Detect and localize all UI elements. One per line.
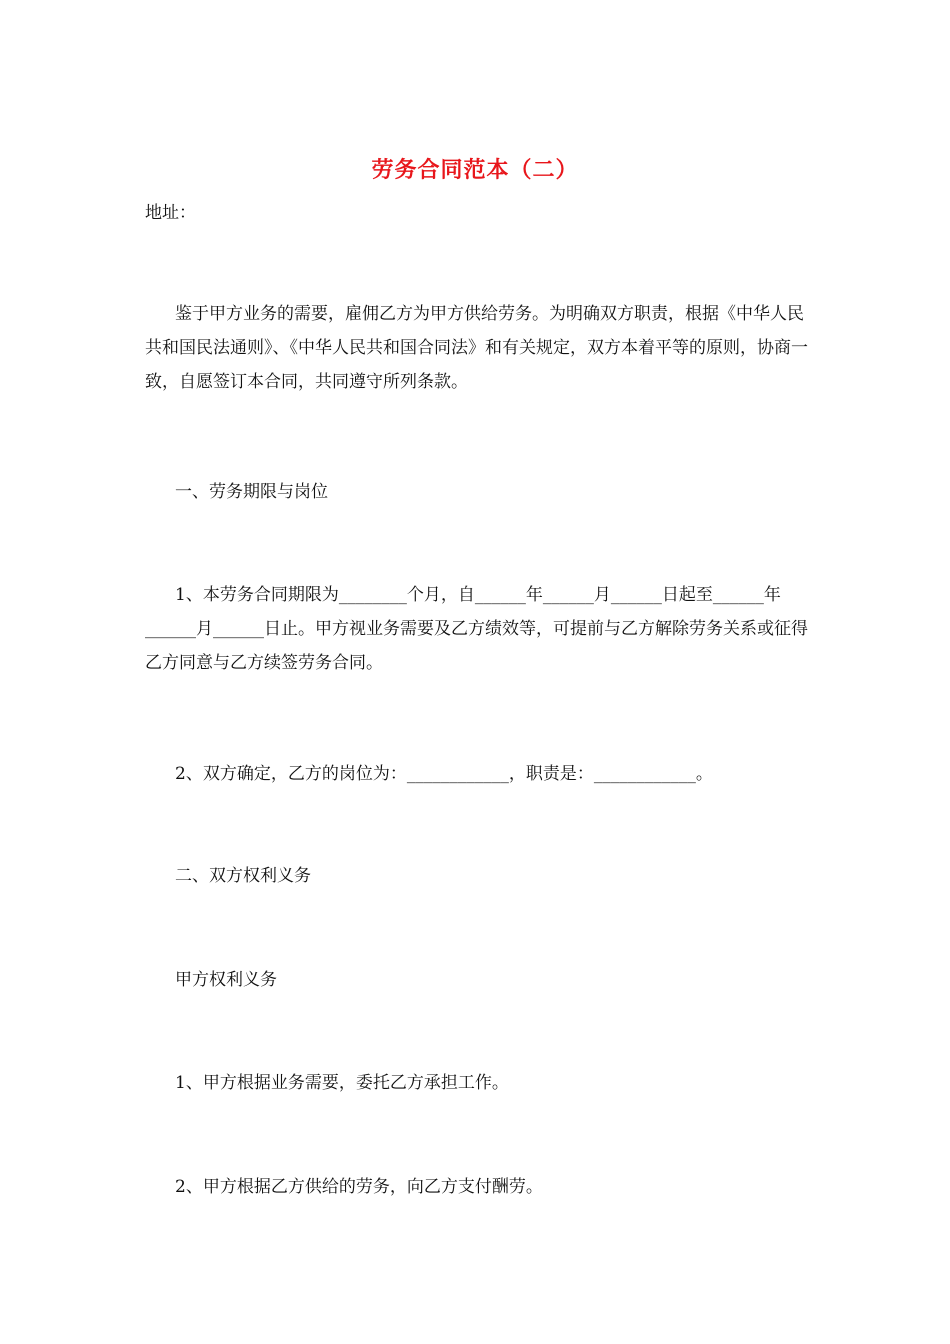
section-2-heading: 二、双方权利义务 (175, 866, 311, 886)
party-a-heading: 甲方权利义务 (175, 970, 277, 990)
clause-1-1: 1、本劳务合同期限为________个月，自______年______月______日起至______年______月______日止。甲方视业务需要及乙方绩效等，可提前与乙方解除劳务关系或征得乙方同意与乙方续签劳务合同。 (145, 585, 808, 673)
party-a-clause-1: 1、甲方根据业务需要，委托乙方承担工作。 (175, 1073, 509, 1093)
section-1-heading: 一、劳务期限与岗位 (175, 482, 328, 502)
document-title: 劳务合同范本（二） (371, 157, 579, 183)
clause-1-2: 2、双方确定，乙方的岗位为：____________，职责是：____________。 (175, 764, 713, 784)
party-a-clause-2: 2、甲方根据乙方供给的劳务，向乙方支付酬劳。 (175, 1177, 543, 1197)
address-label: 地址： (145, 203, 196, 223)
intro-paragraph: 鉴于甲方业务的需要，雇佣乙方为甲方供给劳务。为明确双方职责，根据《中华人民共和国民法通则》、《中华人民共和国合同法》和有关规定，双方本着平等的原则，协商一致，自愿签订本合同，共同遵守所列条款。 (145, 304, 808, 392)
